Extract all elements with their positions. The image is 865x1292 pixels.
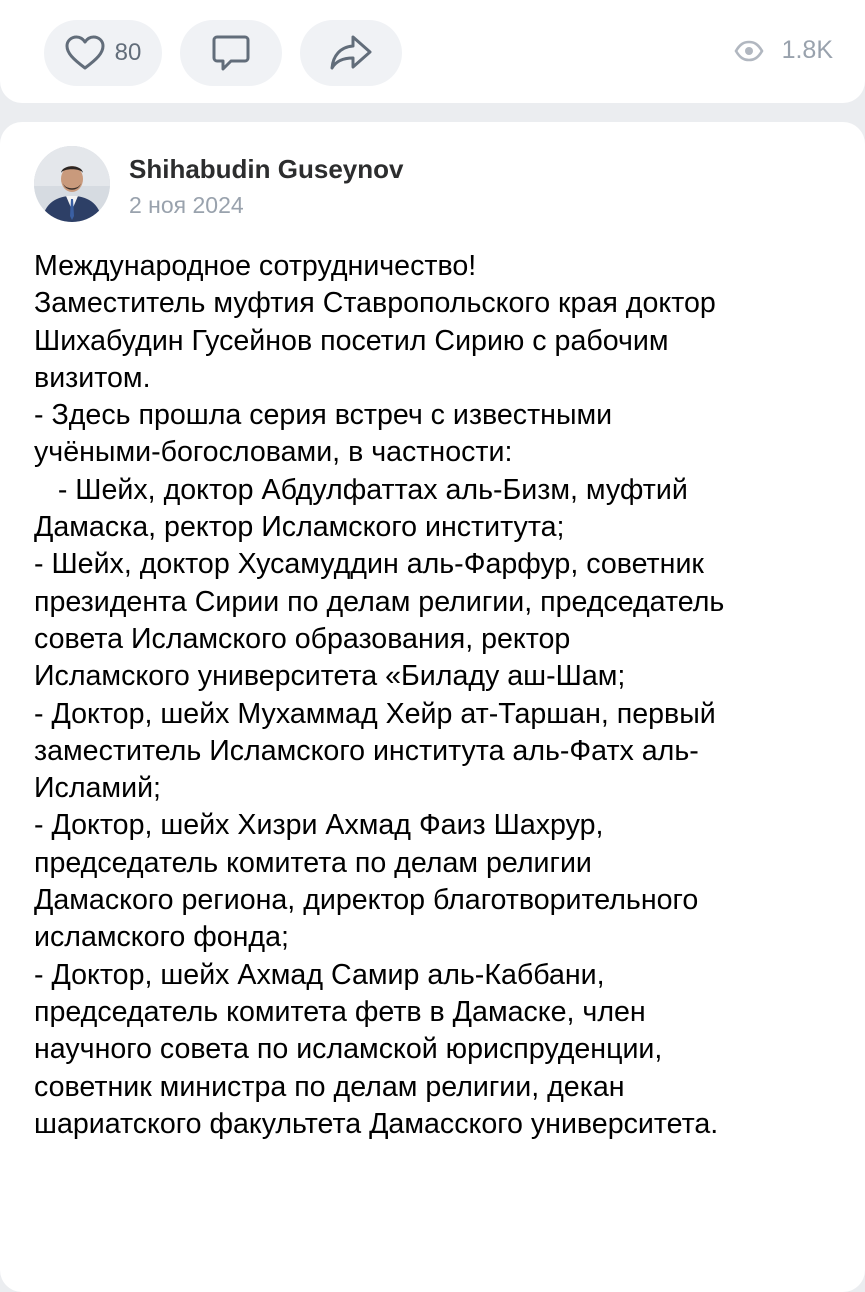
post-text-line: - Доктор, шейх Хизри Ахмад Фаиз Шахрур, bbox=[34, 809, 604, 842]
author-name[interactable]: Shihabudin Guseynov bbox=[129, 154, 404, 184]
post-text-line: президента Сирии по делам религии, председатель bbox=[34, 585, 725, 618]
post-text-line: Заместитель муфтия Ставропольского края доктор bbox=[34, 287, 716, 320]
share-button[interactable] bbox=[300, 20, 402, 86]
post-text-line: Исламий; bbox=[34, 772, 161, 805]
post-text-line: Шихабудин Гусейнов посетил Сирию с рабочим bbox=[34, 324, 669, 357]
post-text-line: Международное сотрудничество! bbox=[34, 250, 477, 282]
post-text-line: исламского фонда; bbox=[34, 921, 289, 954]
post-text-line: председатель комитета по делам религии bbox=[34, 846, 592, 879]
post-text-line: Дамаского региона, директор благотворительного bbox=[34, 884, 699, 917]
post-text-line: Исламского университета «Биладу аш-Шам; bbox=[34, 660, 626, 693]
post-text-line: - Шейх, доктор Абдулфаттах аль-Бизм, муфтий bbox=[34, 473, 688, 506]
post-card bbox=[0, 122, 865, 1292]
like-button[interactable] bbox=[44, 20, 162, 86]
comment-button[interactable] bbox=[180, 20, 282, 86]
post-text-line: - Доктор, шейх Ахмад Самир аль-Каббани, bbox=[34, 958, 605, 991]
views-counter bbox=[734, 36, 833, 65]
post-date[interactable]: 2 ноя 2024 bbox=[129, 192, 244, 218]
post-actions-bar bbox=[0, 0, 865, 103]
post-text-line: учёными-богословами, в частности: bbox=[34, 436, 513, 469]
post-text-line: Дамаска, ректор Исламского института; bbox=[34, 511, 565, 544]
post-text-line: шариатского факультета Дамасского университета. bbox=[34, 1107, 719, 1140]
like-count: 80 bbox=[114, 39, 142, 66]
post-text bbox=[34, 248, 844, 1143]
post-text-line: совета Исламского образования, ректор bbox=[34, 622, 571, 655]
post-text-line: - Здесь прошла серия встреч с известными bbox=[34, 399, 613, 432]
post-text-line: научного совета по исламской юриспруденции, bbox=[34, 1033, 663, 1066]
comment-icon bbox=[211, 33, 251, 73]
share-icon bbox=[329, 34, 373, 72]
post-text-line: председатель комитета фетв в Дамаске, член bbox=[34, 995, 646, 1028]
post-text-line: - Шейх, доктор Хусамуддин аль-Фарфур, советник bbox=[34, 548, 704, 581]
eye-icon bbox=[734, 40, 764, 62]
post-text-line: советник министра по делам религии, декан bbox=[34, 1070, 625, 1103]
avatar[interactable] bbox=[34, 146, 110, 222]
views-count: 1.8K bbox=[781, 36, 833, 64]
post-text-line: заместитель Исламского института аль-Фатх аль- bbox=[34, 734, 699, 767]
post-text-line: - Доктор, шейх Мухаммад Хейр ат-Таршан, первый bbox=[34, 697, 716, 730]
avatar-photo-icon bbox=[34, 146, 110, 222]
post-text-line: визитом. bbox=[34, 361, 151, 394]
heart-icon bbox=[65, 35, 105, 71]
